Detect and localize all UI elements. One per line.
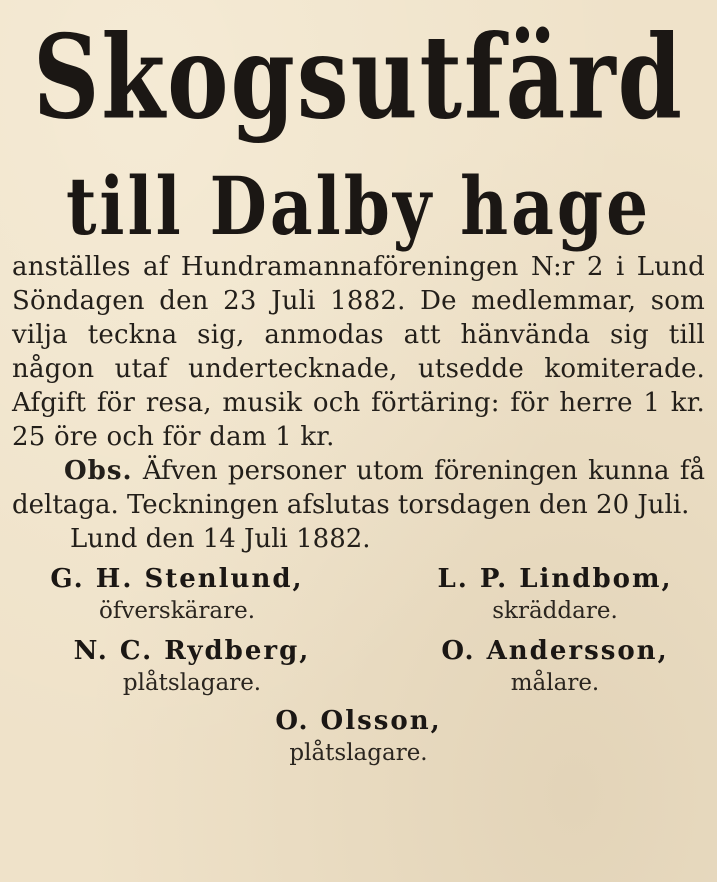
signatory-name: L. P. Lindbom, [437,564,673,594]
obs-label: Obs. [64,456,133,486]
signature-row-1 [12,562,705,626]
signatory-olsson [12,704,705,768]
announcement-paragraph: anställes af Hundramannaföreningen N:r 2 i Lund Söndagen den 23 Juli 1882. De medlemmar, som vilja teckna sig, anmodas att hänvända sig till någon utaf undertecknade, utsedde komiterade. Afgift för resa, musik och förtäring: för herre 1 kr. 25 öre och för dam 1 kr. [12,252,705,452]
signatory-name: G. H. Stenlund, [50,564,304,594]
signatory-rydberg [12,634,372,698]
signatory-title: målare. [510,670,600,696]
obs-text: Äfven personer utom föreningen kunna få deltaga. Teckningen afslutas torsdagen den 20 Juli. [12,456,705,520]
signatory-stenlund [12,562,342,626]
signatory-name: O. Andersson, [441,636,669,666]
signatory-name: N. C. Rydberg, [73,636,311,666]
signatory-andersson [405,634,705,698]
signature-row-2 [12,634,705,698]
obs-paragraph [12,454,705,522]
headline-subtitle: till Dalby hage [65,159,652,254]
headline-title: Skogsutfärd [32,10,685,145]
signatory-lindbom [405,562,705,626]
signatory-title: skräddare. [492,598,618,624]
signatory-title: plåtslagare. [289,740,428,766]
dateline: Lund den 14 Juli 1882. [70,524,371,554]
signatory-name: O. Olsson, [275,706,442,736]
signatory-title: plåtslagare. [122,670,262,696]
signatory-title: öfverskärare. [98,598,256,624]
